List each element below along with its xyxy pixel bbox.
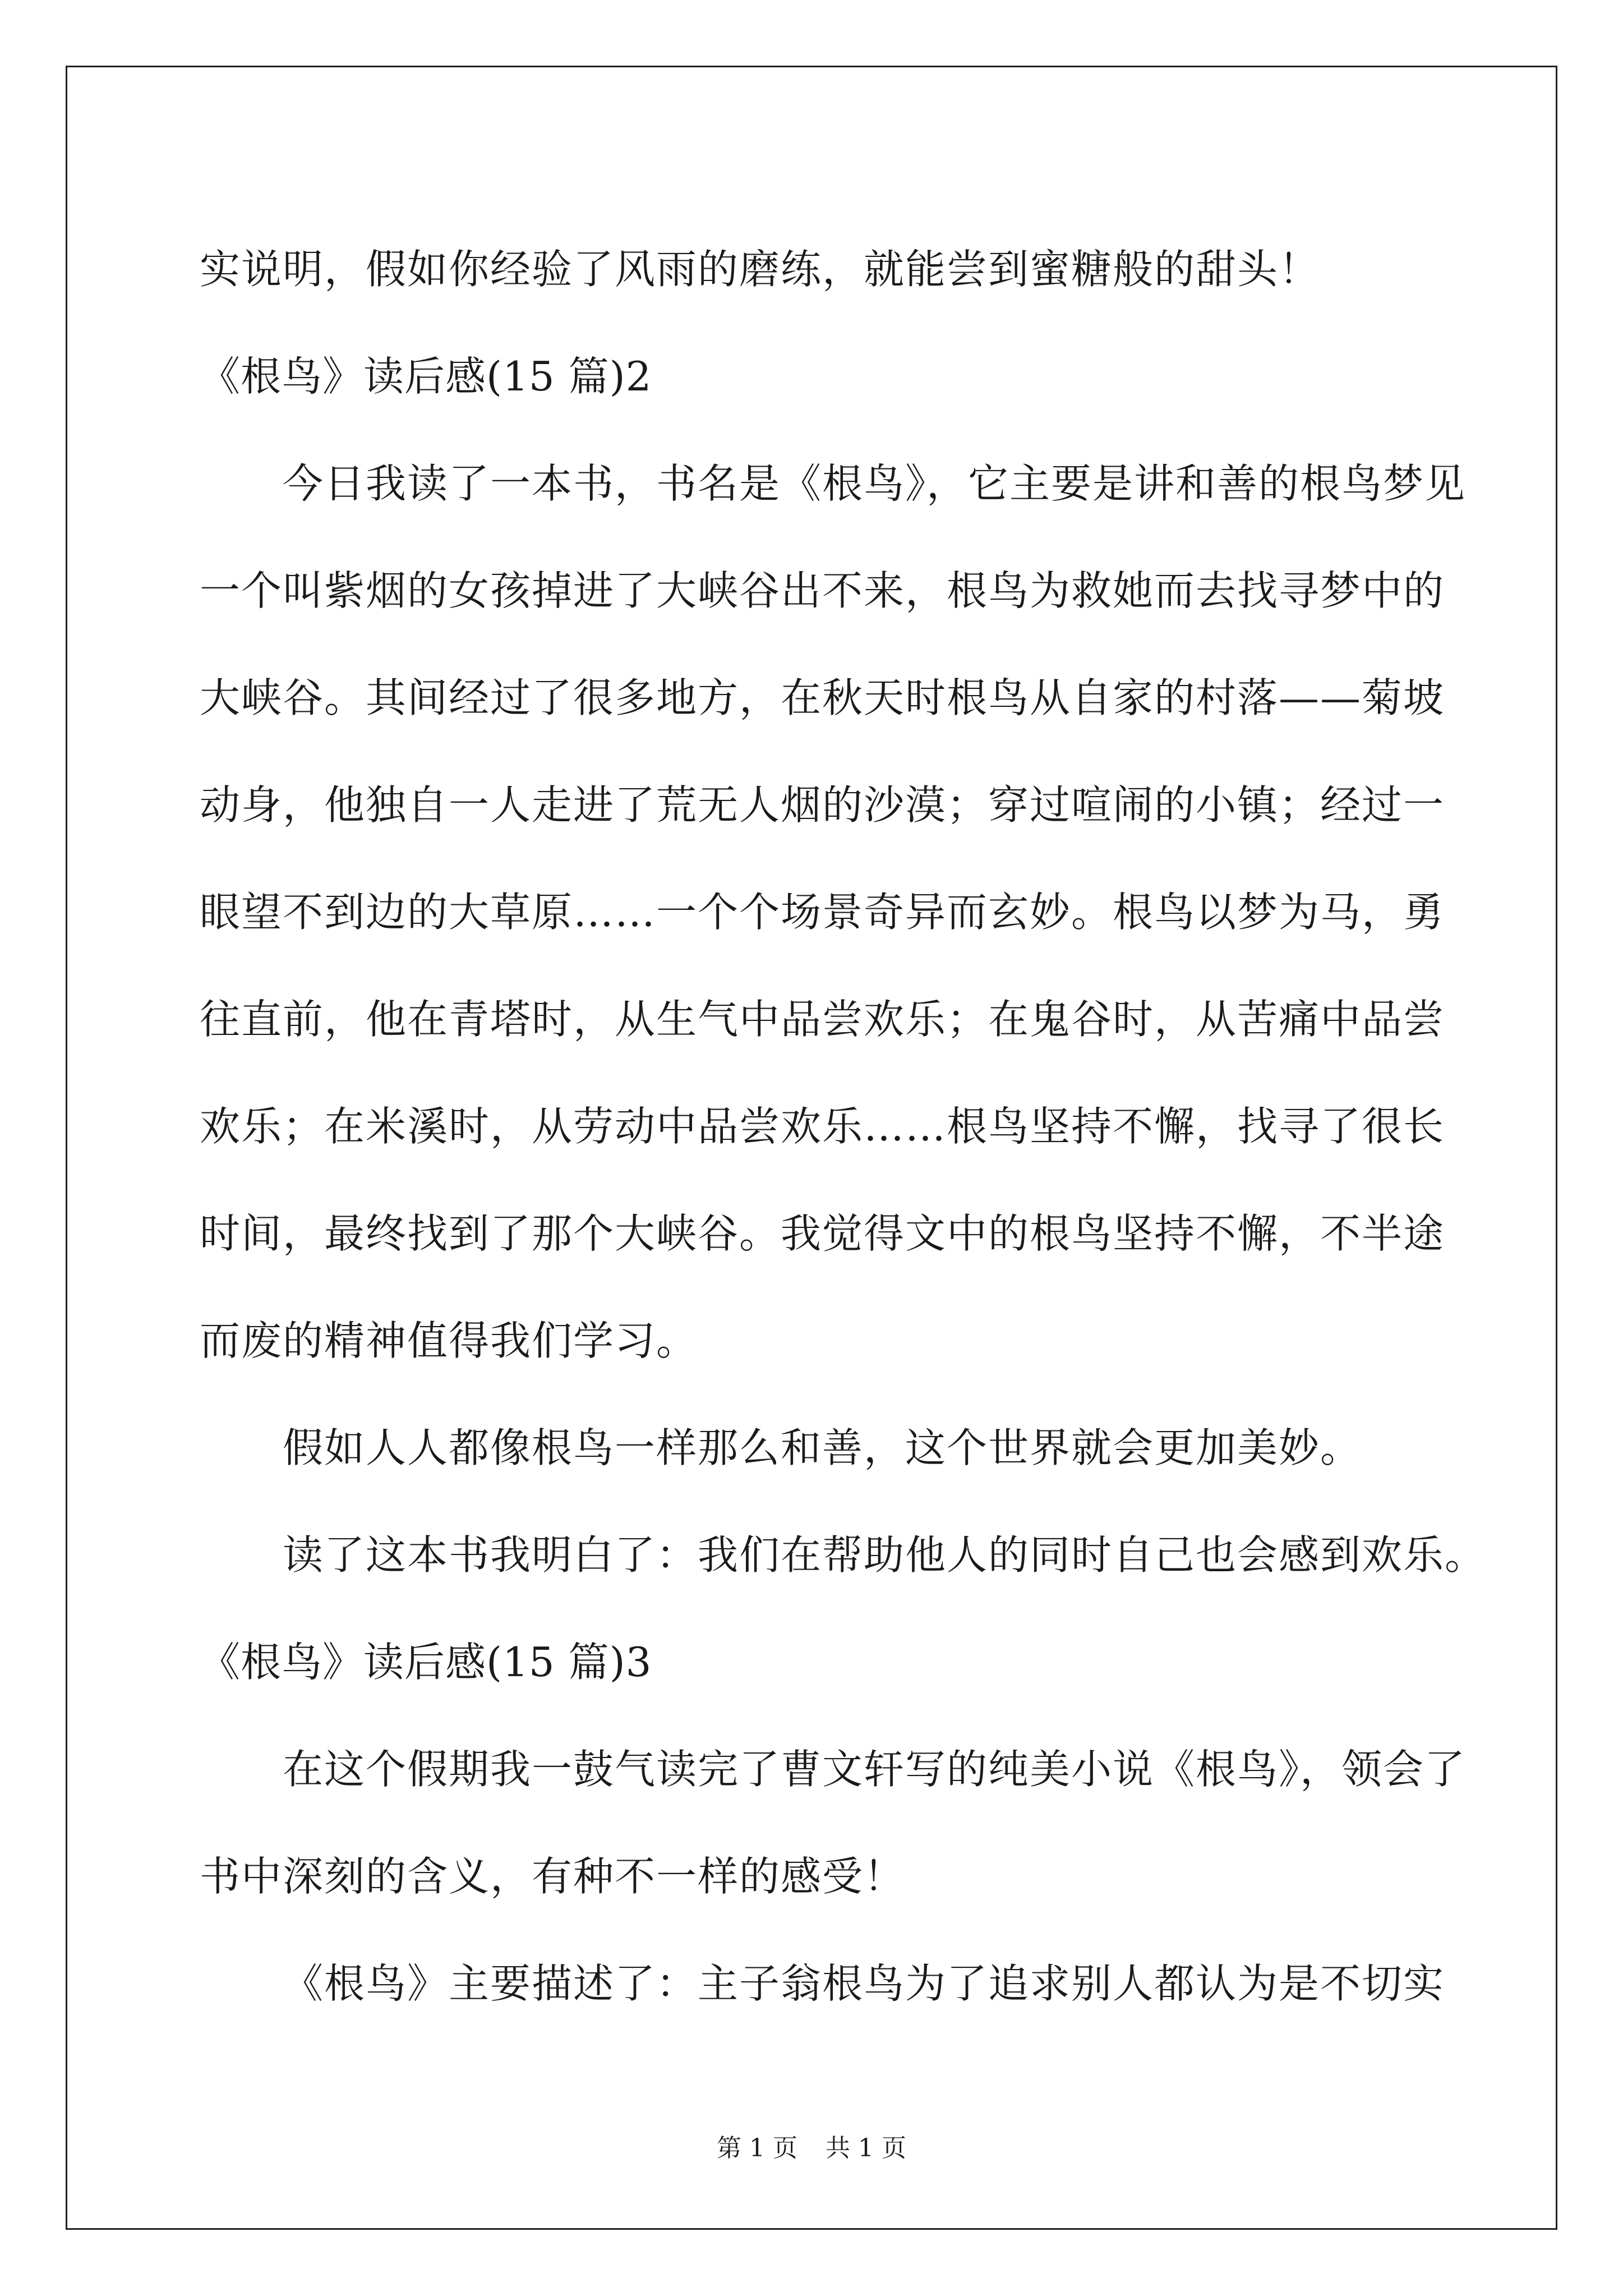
document-body [200,202,1487,2064]
body-line: 在这个假期我一鼓气读完了曹文轩写的纯美小说《根鸟》，领会了 [283,1746,1467,1793]
page-total: 共 1 页 [826,2134,906,2162]
page-footer [0,2132,1623,2165]
body-line: 实说明，假如你经验了风雨的磨练，就能尝到蜜糖般的甜头！ [200,246,1321,293]
page-number: 第 1 页 [717,2134,797,2162]
body-line: 《根鸟》主要描述了：主子翁根鸟为了追求别人都认为是不切实 [283,1960,1445,2007]
body-line: 读了这本书我明白了：我们在帮助他人的同时自己也会感到欢乐。 [283,1531,1487,1579]
body-line: 眼望不到边的大草原……一个个场景奇异而玄妙。根鸟以梦为马，勇 [200,889,1445,936]
body-line: 往直前，他在青塔时，从生气中品尝欢乐；在鬼谷时，从苦痛中品尝 [200,996,1445,1043]
body-line: 假如人人都像根鸟一样那么和善，这个世界就会更加美妙。 [283,1424,1362,1471]
body-line: 而废的精神值得我们学习。 [200,1317,698,1364]
body-line: 欢乐；在米溪时，从劳动中品尝欢乐……根鸟坚持不懈，找寻了很长 [200,1103,1445,1150]
body-line: 今日我读了一本书，书名是《根鸟》，它主要是讲和善的根鸟梦见 [283,460,1467,507]
body-line: 书中深刻的含义，有种不一样的感受！ [200,1853,906,1900]
body-line: 大峡谷。其间经过了很多地方，在秋天时根鸟从自家的村落——菊坡 [200,674,1445,721]
body-line: 一个叫紫烟的女孩掉进了大峡谷出不来，根鸟为救她而去找寻梦中的 [200,567,1445,614]
section-heading: 《根鸟》读后感(15 篇)2 [200,353,652,400]
body-line: 动身，他独自一人走进了荒无人烟的沙漠；穿过喧闹的小镇；经过一 [200,781,1445,829]
body-line: 时间，最终找到了那个大峡谷。我觉得文中的根鸟坚持不懈，不半途 [200,1210,1445,1257]
section-heading: 《根鸟》读后感(15 篇)3 [200,1639,652,1686]
